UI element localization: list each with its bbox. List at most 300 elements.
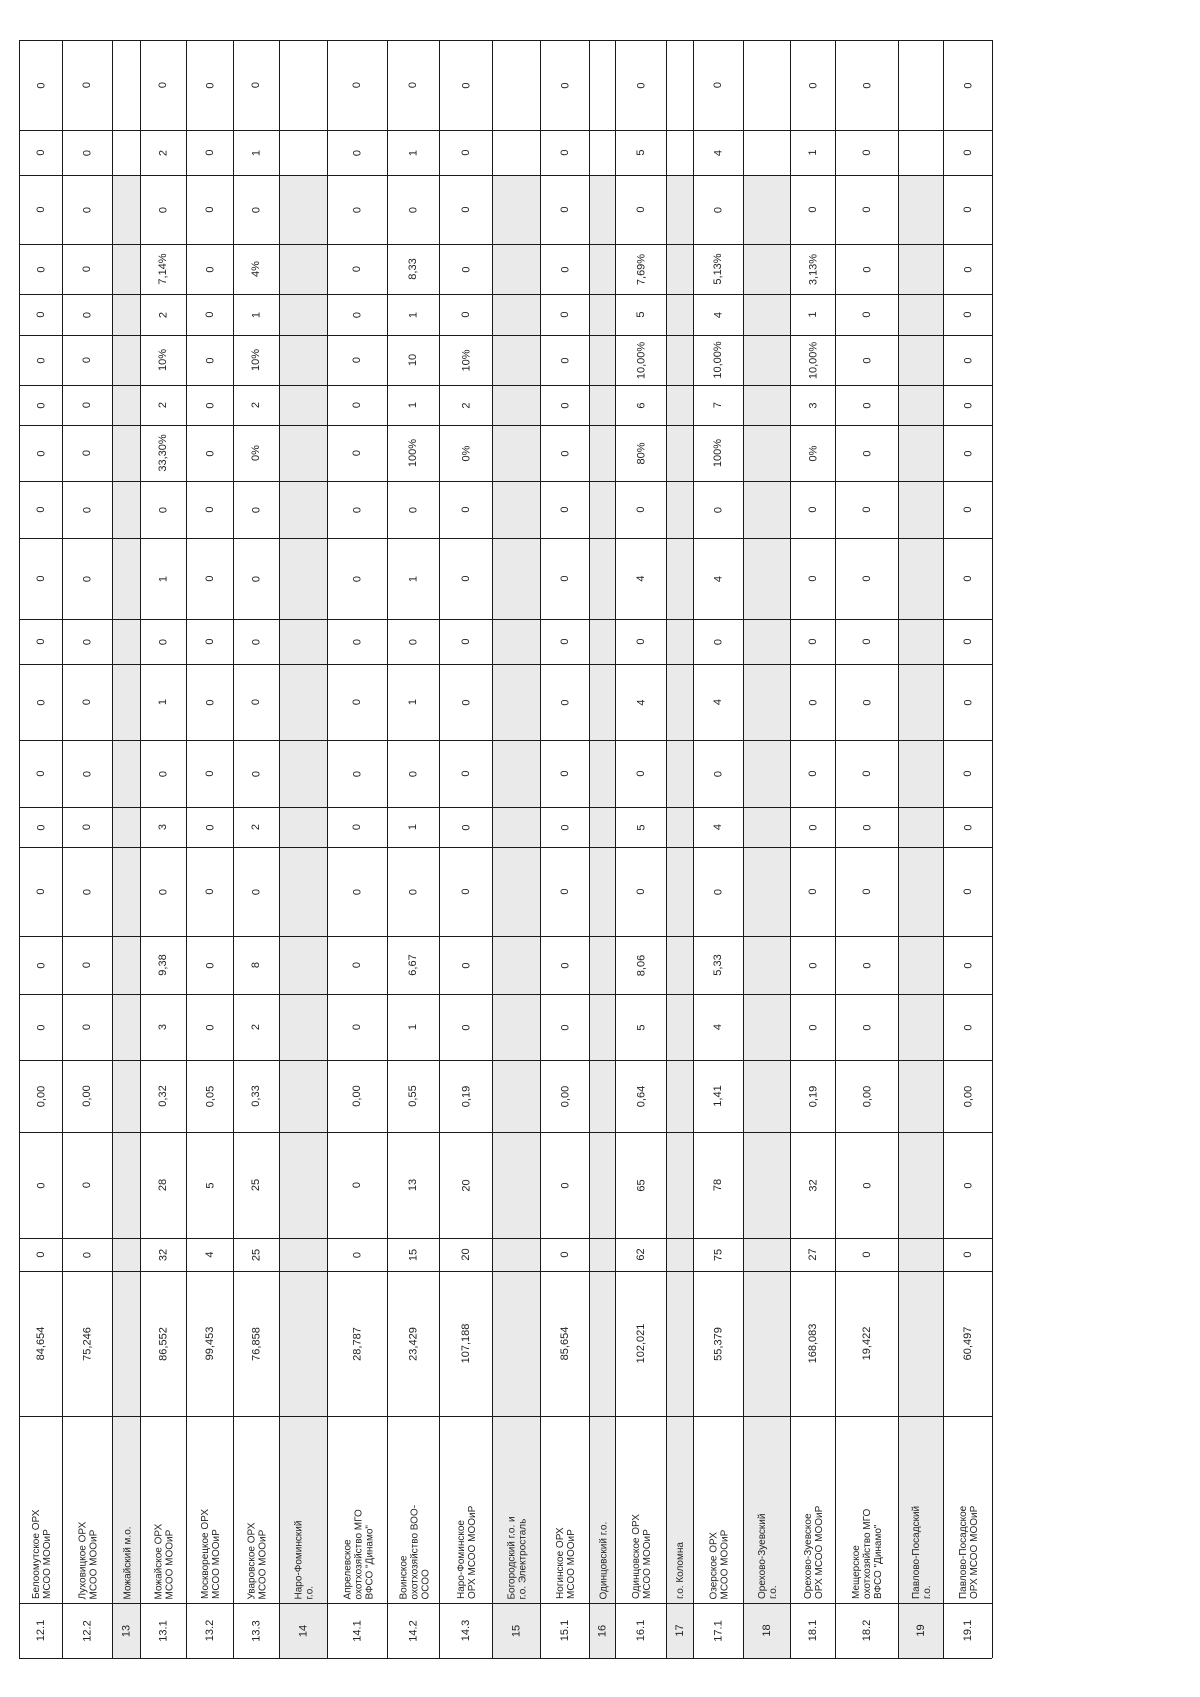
table-cell: 0 [961, 823, 974, 831]
grid-line [19, 807, 992, 808]
row-number: 14.2 [407, 1619, 419, 1642]
table-cell: 1 [407, 823, 419, 831]
table-cell: 0 [34, 638, 47, 645]
row-number: 16.1 [634, 1619, 647, 1642]
table-cell: 0 [634, 888, 647, 895]
table-cell: 84,654 [34, 1326, 47, 1361]
table-cell: 25 [250, 1178, 262, 1192]
table-cell: 0 [203, 770, 216, 777]
grid-line [19, 847, 992, 848]
table-cell: 0 [157, 206, 169, 213]
table-cell: 7 [712, 401, 724, 409]
table-cell: 0 [634, 638, 647, 645]
table-cell: 0 [34, 1251, 47, 1258]
table-cell: 0 [459, 961, 472, 969]
table-cell: 0 [961, 265, 974, 273]
table-cell: 0 [558, 698, 571, 706]
table-cell: 3 [157, 1023, 169, 1031]
table-cell: 6 [634, 401, 647, 409]
row-number: 18.2 [860, 1619, 873, 1642]
table-cell: 0 [34, 265, 47, 273]
table-cell: 10% [459, 348, 472, 372]
grid-line [19, 130, 992, 131]
table-cell: 0 [961, 698, 974, 706]
table-cell: 0 [351, 823, 363, 831]
table-cell: 0 [558, 1251, 571, 1258]
table-cell: 0 [34, 1181, 47, 1189]
table-cell: 0 [81, 265, 93, 273]
table-cell: 0 [961, 1023, 974, 1031]
table-cell: 0 [34, 449, 47, 457]
grid-line [19, 1132, 992, 1133]
table-cell: 0 [634, 770, 647, 777]
table-cell: 0 [634, 206, 647, 213]
table-cell: 0 [203, 449, 216, 457]
table-cell: 10,00% [634, 341, 647, 379]
table-cell: 0 [81, 770, 93, 777]
grid-line [19, 1060, 992, 1061]
table-cell: 0 [351, 1251, 363, 1258]
table-cell: 0 [860, 356, 873, 364]
table-cell: 23,429 [407, 1326, 419, 1361]
table-cell: 0 [860, 506, 873, 513]
table-cell: 0,32 [157, 1085, 169, 1107]
table-cell: 0 [351, 1023, 363, 1031]
table-cell: 0 [459, 149, 472, 156]
table-cell: 0 [558, 1023, 571, 1031]
row-name: Уваровское ОРХ МСОО МООиР [246, 1522, 268, 1599]
table-cell: 0 [203, 961, 216, 969]
table-cell: 0 [34, 311, 47, 318]
table-cell: 0 [351, 506, 363, 513]
row-number: 14.1 [351, 1619, 363, 1642]
table-cell: 4 [634, 698, 647, 706]
row-name: Апрелевское охотхозяйство МГО ВФСО "Динамо" [341, 1508, 375, 1599]
table-cell: 0 [81, 506, 93, 513]
table-cell: 0 [203, 638, 216, 645]
table-cell: 0 [157, 770, 169, 777]
table-cell: 0 [351, 888, 363, 895]
table-cell: 0 [407, 888, 419, 895]
table-cell: 0,19 [459, 1085, 472, 1107]
table-cell: 20 [459, 1178, 472, 1192]
table-cell: 15 [407, 1248, 419, 1261]
table-cell: 0 [34, 401, 47, 409]
table-cell: 5 [634, 149, 647, 156]
row-number: 13.1 [157, 1619, 169, 1642]
table-cell: 0 [961, 1181, 974, 1189]
table-cell: 4 [712, 823, 724, 831]
table-cell: 75 [712, 1248, 724, 1261]
table-cell: 0 [459, 770, 472, 777]
table-cell: 55,379 [712, 1326, 724, 1361]
table-cell: 102,021 [634, 1323, 647, 1364]
table-cell: 0,64 [634, 1085, 647, 1107]
table-cell: 0 [81, 1181, 93, 1189]
table-cell: 32 [806, 1178, 819, 1192]
row-number: 15 [510, 1624, 522, 1637]
table-cell: 100% [407, 438, 419, 468]
table-cell: 0 [806, 575, 819, 582]
table-cell: 0 [806, 823, 819, 831]
table-cell: 0 [351, 265, 363, 273]
table-cell: 0 [961, 449, 974, 457]
table-cell: 1,41 [712, 1085, 724, 1107]
row-name: Павлово-Посадское ОРХ МСОО МООиР [957, 1505, 980, 1599]
table-cell: 0 [459, 888, 472, 895]
table-cell: 0 [961, 149, 974, 156]
table-cell: 0 [634, 506, 647, 513]
table-cell: 0 [34, 698, 47, 706]
table-cell: 0,05 [203, 1085, 216, 1107]
row-name: Наро-Фоминский г.о. [293, 1520, 315, 1599]
row-number: 19 [914, 1624, 927, 1637]
table-cell: 0 [558, 206, 571, 213]
table-cell: 0 [407, 770, 419, 777]
row-name: Воинское охотхозяйство ВОО- ОСОО [397, 1504, 431, 1599]
table-cell: 0 [860, 575, 873, 582]
table-cell: 0 [81, 401, 93, 409]
table-cell: 10,00% [806, 341, 819, 379]
table-cell: 4 [712, 149, 724, 156]
table-cell: 1 [806, 149, 819, 156]
table-cell: 4 [712, 698, 724, 706]
table-cell: 0 [806, 1023, 819, 1031]
table-cell: 0 [961, 206, 974, 213]
table-cell: 19,422 [860, 1326, 873, 1361]
table-cell: 33,30% [157, 434, 169, 472]
table-cell: 0 [459, 206, 472, 213]
table-cell: 0 [860, 81, 873, 89]
table-cell: 0 [459, 265, 472, 273]
table-cell: 100% [712, 438, 724, 468]
table-cell: 0,00 [81, 1085, 93, 1107]
grid-line [19, 294, 992, 295]
table-cell: 0 [203, 311, 216, 318]
table-cell: 0 [634, 81, 647, 89]
table-cell: 0 [712, 888, 724, 895]
row-name: Павлово-Посадский г.о. [910, 1505, 933, 1599]
row-number: 12.1 [34, 1619, 47, 1642]
table-cell: 2 [250, 401, 262, 409]
table-cell: 3 [806, 401, 819, 409]
table-cell: 4 [712, 1023, 724, 1031]
grid-line [19, 619, 992, 620]
table-cell: 5 [634, 311, 647, 318]
table-cell: 1 [407, 1023, 419, 1031]
table-cell: 1 [407, 149, 419, 156]
table-cell: 0 [712, 770, 724, 777]
table-cell: 0 [860, 206, 873, 213]
table-cell: 0 [203, 401, 216, 409]
table-cell: 3 [157, 823, 169, 831]
table-cell: 4 [712, 311, 724, 318]
grid-line [19, 1603, 992, 1604]
table-cell: 0 [157, 506, 169, 513]
row-number: 19.1 [961, 1619, 974, 1642]
table-cell: 0 [407, 506, 419, 513]
table-cell: 0 [203, 575, 216, 582]
table-cell: 1 [407, 311, 419, 318]
row-number: 18.1 [806, 1619, 819, 1642]
table-cell: 5,33 [712, 954, 724, 976]
table-cell: 0 [34, 506, 47, 513]
row-name: Озерское ОРХ МСОО МООиР [708, 1529, 730, 1599]
grid-line [19, 385, 992, 386]
row-number: 12.2 [81, 1619, 93, 1642]
table-cell: 0 [157, 638, 169, 645]
table-cell: 0 [81, 1251, 93, 1258]
table-cell: 0 [558, 401, 571, 409]
table-cell: 0 [351, 81, 363, 89]
table-cell: 0 [558, 356, 571, 364]
table-cell: 25 [250, 1248, 262, 1261]
table-cell: 9,38 [157, 954, 169, 976]
table-cell: 0 [203, 888, 216, 895]
table-cell: 0 [961, 961, 974, 969]
table-cell: 0 [250, 575, 262, 582]
table-cell: 0 [860, 888, 873, 895]
table-cell: 0 [34, 206, 47, 213]
row-number: 17 [673, 1624, 686, 1637]
table-cell: 0 [806, 638, 819, 645]
table-cell: 0 [558, 149, 571, 156]
row-number: 17.1 [712, 1619, 724, 1642]
table-cell: 0 [961, 575, 974, 582]
table-cell: 8,06 [634, 954, 647, 976]
table-cell: 0 [558, 823, 571, 831]
table-cell: 0 [81, 961, 93, 969]
table-cell: 0 [712, 638, 724, 645]
table-cell: 0 [203, 356, 216, 364]
table-cell: 0 [81, 888, 93, 895]
table-cell: 0 [407, 638, 419, 645]
grid-line [19, 740, 992, 741]
table-cell: 5 [634, 823, 647, 831]
table-cell: 0 [34, 770, 47, 777]
table-cell: 0 [250, 770, 262, 777]
table-cell: 86,552 [157, 1326, 169, 1361]
table-cell: 65 [634, 1178, 647, 1192]
table-cell: 3,13% [806, 253, 819, 285]
table-cell: 32 [157, 1248, 169, 1261]
table-cell: 0 [81, 449, 93, 457]
table-cell: 4 [634, 575, 647, 582]
grid-line [19, 538, 992, 539]
table-cell: 0 [558, 575, 571, 582]
table-cell: 0 [81, 638, 93, 645]
table-cell: 0 [806, 888, 819, 895]
table-cell: 0 [81, 206, 93, 213]
table-cell: 0 [712, 81, 724, 89]
table-cell: 0 [860, 1023, 873, 1031]
table-cell: 2 [157, 401, 169, 409]
table-cell: 4 [712, 575, 724, 582]
table-cell: 0 [81, 311, 93, 318]
table-cell: 0 [34, 888, 47, 895]
row-name: Орехово-Зуевское ОРХ МСОО МООиР [802, 1505, 825, 1599]
table-cell: 99,453 [203, 1326, 216, 1361]
table-cell: 107,188 [459, 1323, 472, 1364]
table-cell: 0 [250, 698, 262, 706]
table-cell: 0 [351, 449, 363, 457]
table-cell: 0 [806, 961, 819, 969]
grid-line [19, 936, 992, 937]
grid-line [19, 1238, 992, 1239]
row-name: Луховицкое ОРХ МСОО МООиР [77, 1521, 99, 1599]
table-cell: 0 [81, 149, 93, 156]
table-cell: 0 [351, 149, 363, 156]
table-cell: 5 [634, 1023, 647, 1031]
table-cell: 0 [558, 265, 571, 273]
table-cell: 0,00 [961, 1085, 974, 1107]
table-cell: 0,00 [34, 1085, 47, 1107]
table-cell: 0 [806, 770, 819, 777]
table-cell: 1 [157, 575, 169, 582]
table-cell: 0 [961, 770, 974, 777]
table-cell: 0 [34, 575, 47, 582]
table-cell: 0 [860, 698, 873, 706]
table-cell: 2 [157, 311, 169, 318]
table-cell: 0 [961, 506, 974, 513]
grid-line [19, 664, 992, 665]
table-cell: 0,19 [806, 1085, 819, 1107]
table-cell: 1 [250, 311, 262, 318]
row-name: Москворецкое ОРХ МСОО МООиР [199, 1508, 222, 1599]
table-cell: 0 [860, 449, 873, 457]
table-cell: 0% [806, 445, 819, 461]
table-cell: 7,14% [157, 253, 169, 285]
table-cell: 0 [203, 698, 216, 706]
grid-line [19, 994, 992, 995]
row-name: Можайское ОРХ МСОО МООиР [153, 1523, 175, 1599]
table-cell: 62 [634, 1248, 647, 1261]
table-cell: 0 [351, 575, 363, 582]
table-cell: 0 [351, 961, 363, 969]
table-cell: 76,858 [250, 1326, 262, 1361]
table-cell: 0 [351, 311, 363, 318]
table-cell: 0 [961, 81, 974, 89]
table-cell: 1 [407, 401, 419, 409]
table-cell: 1 [250, 149, 262, 156]
table-cell: 0 [407, 81, 419, 89]
table-cell: 6,67 [407, 954, 419, 976]
table-cell: 0 [961, 356, 974, 364]
grid-line [19, 1658, 992, 1659]
table-cell: 0 [250, 888, 262, 895]
table-cell: 13 [407, 1178, 419, 1192]
table-cell: 78 [712, 1178, 724, 1192]
table-cell: 0,00 [860, 1085, 873, 1107]
table-cell: 10% [250, 348, 262, 372]
row-number: 13.2 [203, 1619, 216, 1642]
table-cell: 5 [203, 1181, 216, 1189]
table-cell: 4 [203, 1251, 216, 1258]
table-cell: 0 [459, 823, 472, 831]
table-cell: 0 [558, 961, 571, 969]
row-name: Можайский м.о. [121, 1525, 133, 1599]
table-cell: 0 [961, 311, 974, 318]
table-cell: 0 [459, 575, 472, 582]
table-cell: 0 [203, 81, 216, 89]
grid-line [992, 40, 993, 1658]
row-number: 13.3 [250, 1619, 262, 1642]
table-cell: 0 [558, 506, 571, 513]
row-name: Одинцовский г.о. [597, 1521, 609, 1599]
table-cell: 0 [351, 356, 363, 364]
table-cell: 0 [860, 1181, 873, 1189]
table-cell: 0 [860, 770, 873, 777]
table-cell: 0 [250, 506, 262, 513]
table-cell: 0 [961, 401, 974, 409]
table-cell: 0 [203, 206, 216, 213]
table-cell: 1 [806, 311, 819, 318]
grid-line [19, 425, 992, 426]
table-cell: 85,654 [558, 1326, 571, 1361]
grid-line [19, 40, 992, 41]
table-cell: 0 [558, 311, 571, 318]
table-cell: 0 [250, 81, 262, 89]
row-name: Мещерское охотхозяйство МГО ВФСО "Динамо" [851, 1508, 884, 1599]
table-cell: 5,13% [712, 253, 724, 285]
table-cell: 0 [806, 698, 819, 706]
table-cell: 0 [81, 1023, 93, 1031]
table-cell: 0 [34, 356, 47, 364]
table-cell: 20 [459, 1248, 472, 1261]
table-cell: 0 [34, 961, 47, 969]
grid-line [19, 481, 992, 482]
table-cell: 0 [203, 265, 216, 273]
row-number: 16 [596, 1624, 608, 1637]
table-cell: 0% [250, 445, 262, 461]
table-cell: 0 [459, 81, 472, 89]
table-cell: 0% [459, 445, 472, 461]
table-cell: 8 [250, 961, 262, 969]
table-cell: 0 [250, 206, 262, 213]
table-cell: 0 [81, 698, 93, 706]
table-cell: 0 [157, 81, 169, 89]
table-cell: 0 [34, 1023, 47, 1031]
table-cell: 0 [81, 356, 93, 364]
table-cell: 168,083 [806, 1323, 819, 1364]
table-cell: 4% [250, 261, 262, 277]
table-cell: 0,33 [250, 1085, 262, 1107]
table-cell: 0 [558, 81, 571, 89]
table-cell: 7,69% [634, 253, 647, 285]
table-cell: 0 [34, 149, 47, 156]
row-number: 13 [120, 1624, 132, 1637]
table-cell: 0,55 [407, 1085, 419, 1107]
table-cell: 0 [351, 401, 363, 409]
row-name: Орехово-Зуевский г.о. [756, 1513, 779, 1599]
grid-line [19, 244, 992, 245]
table-cell: 2 [157, 149, 169, 156]
grid-line [19, 175, 992, 176]
table-cell: 0,00 [558, 1085, 571, 1107]
table-cell: 0 [712, 506, 724, 513]
table-cell: 0 [860, 823, 873, 831]
table-cell: 0 [34, 823, 47, 831]
table-cell: 8,33 [407, 258, 419, 280]
table-cell: 2 [250, 823, 262, 831]
table-cell: 0 [459, 1023, 472, 1031]
table-cell: 0 [860, 1251, 873, 1258]
table-cell: 0 [860, 265, 873, 273]
table-cell: 0 [250, 638, 262, 645]
row-name: Ногинское ОРХ МСОО МООиР [554, 1527, 577, 1599]
table-cell: 0 [558, 1181, 571, 1189]
table-cell: 0 [860, 638, 873, 645]
